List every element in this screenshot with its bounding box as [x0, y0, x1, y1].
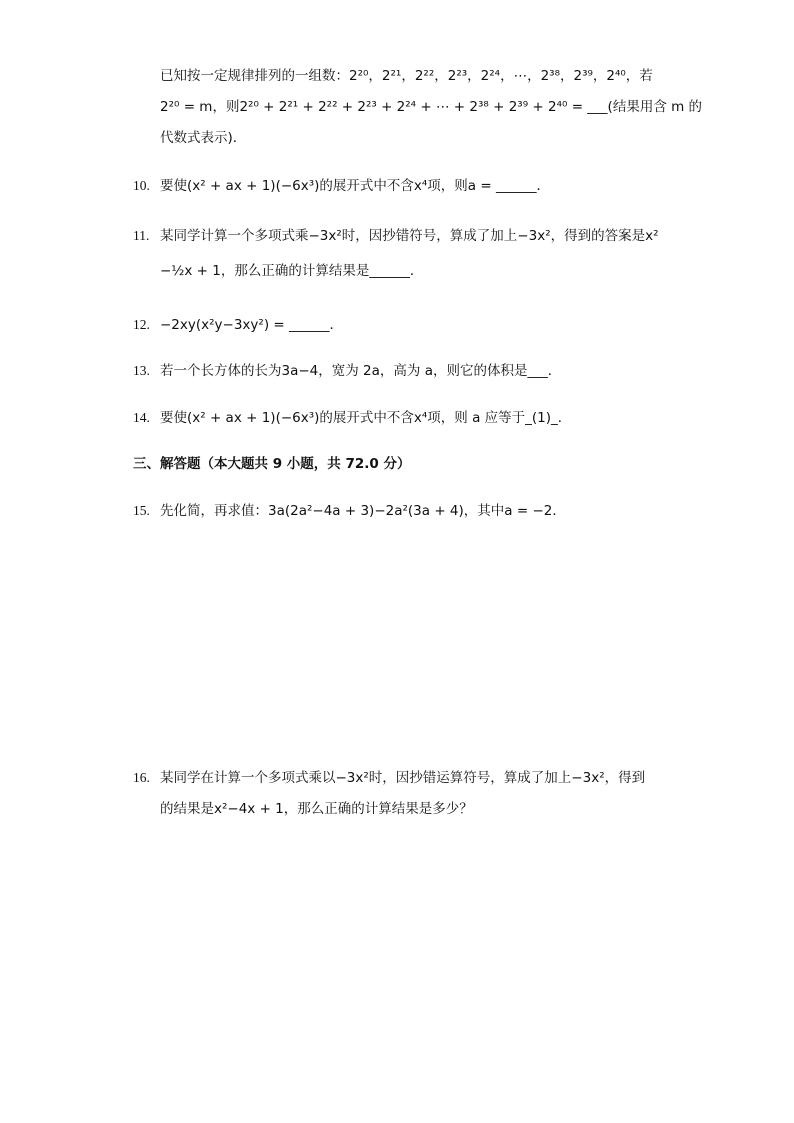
section-3-title: 三、解答题（本大题共 9 小题，共 72.0 分） — [133, 456, 411, 472]
question-16-line-2: 的结果是x²−4x + 1，那么正确的计算结果是多少？ — [160, 801, 473, 817]
question-14-text: 要使(x² + ax + 1)(−6x³)的展开式中不含x⁴项，则 a 应等于_(1)_． — [160, 410, 572, 426]
intro-line-2: 2²⁰ = m，则2²⁰ + 2²¹ + 2²² + 2²³ + 2²⁴ + ⋯ + 2³⁸ + 2³⁹ + 2⁴⁰ = ___(结果用含 m 的 — [160, 99, 703, 115]
question-10-text: 要使(x² + ax + 1)(−6x³)的展开式中不含x⁴项，则a = ______． — [160, 178, 550, 194]
intro-line-1: 已知按一定规律排列的一组数：2²⁰，2²¹，2²²，2²³，2²⁴，⋯，2³⁸，2³⁹，2⁴⁰，若 — [160, 68, 653, 84]
intro-line-3: 代数式表示)． — [160, 130, 247, 146]
question-16-line-1: 某同学在计算一个多项式乘以−3x²时，因抄错运算符号，算成了加上−3x²，得到 — [160, 770, 646, 786]
question-10-number: 10. — [133, 178, 150, 193]
question-11-line-1: 某同学计算一个多项式乘−3x²时，因抄错符号，算成了加上−3x²，得到的答案是x² — [160, 228, 659, 244]
question-12-text: −2xy(x²y−3xy²) = ______． — [160, 317, 343, 333]
question-15-text: 先化简，再求值：3a(2a²−4a + 3)−2a²(3a + 4)，其中a = −2． — [160, 503, 566, 519]
question-14-number: 14. — [133, 410, 150, 425]
question-11-number: 11. — [133, 228, 150, 243]
question-13-text: 若一个长方体的长为3a−4，宽为 2a，高为 a，则它的体积是___． — [160, 363, 562, 379]
question-16-number: 16. — [133, 770, 150, 785]
question-11-line-2: −½x + 1，那么正确的计算结果是______． — [160, 263, 424, 279]
question-12-number: 12. — [133, 317, 150, 332]
question-13-number: 13. — [133, 363, 150, 378]
question-15-number: 15. — [133, 503, 150, 518]
